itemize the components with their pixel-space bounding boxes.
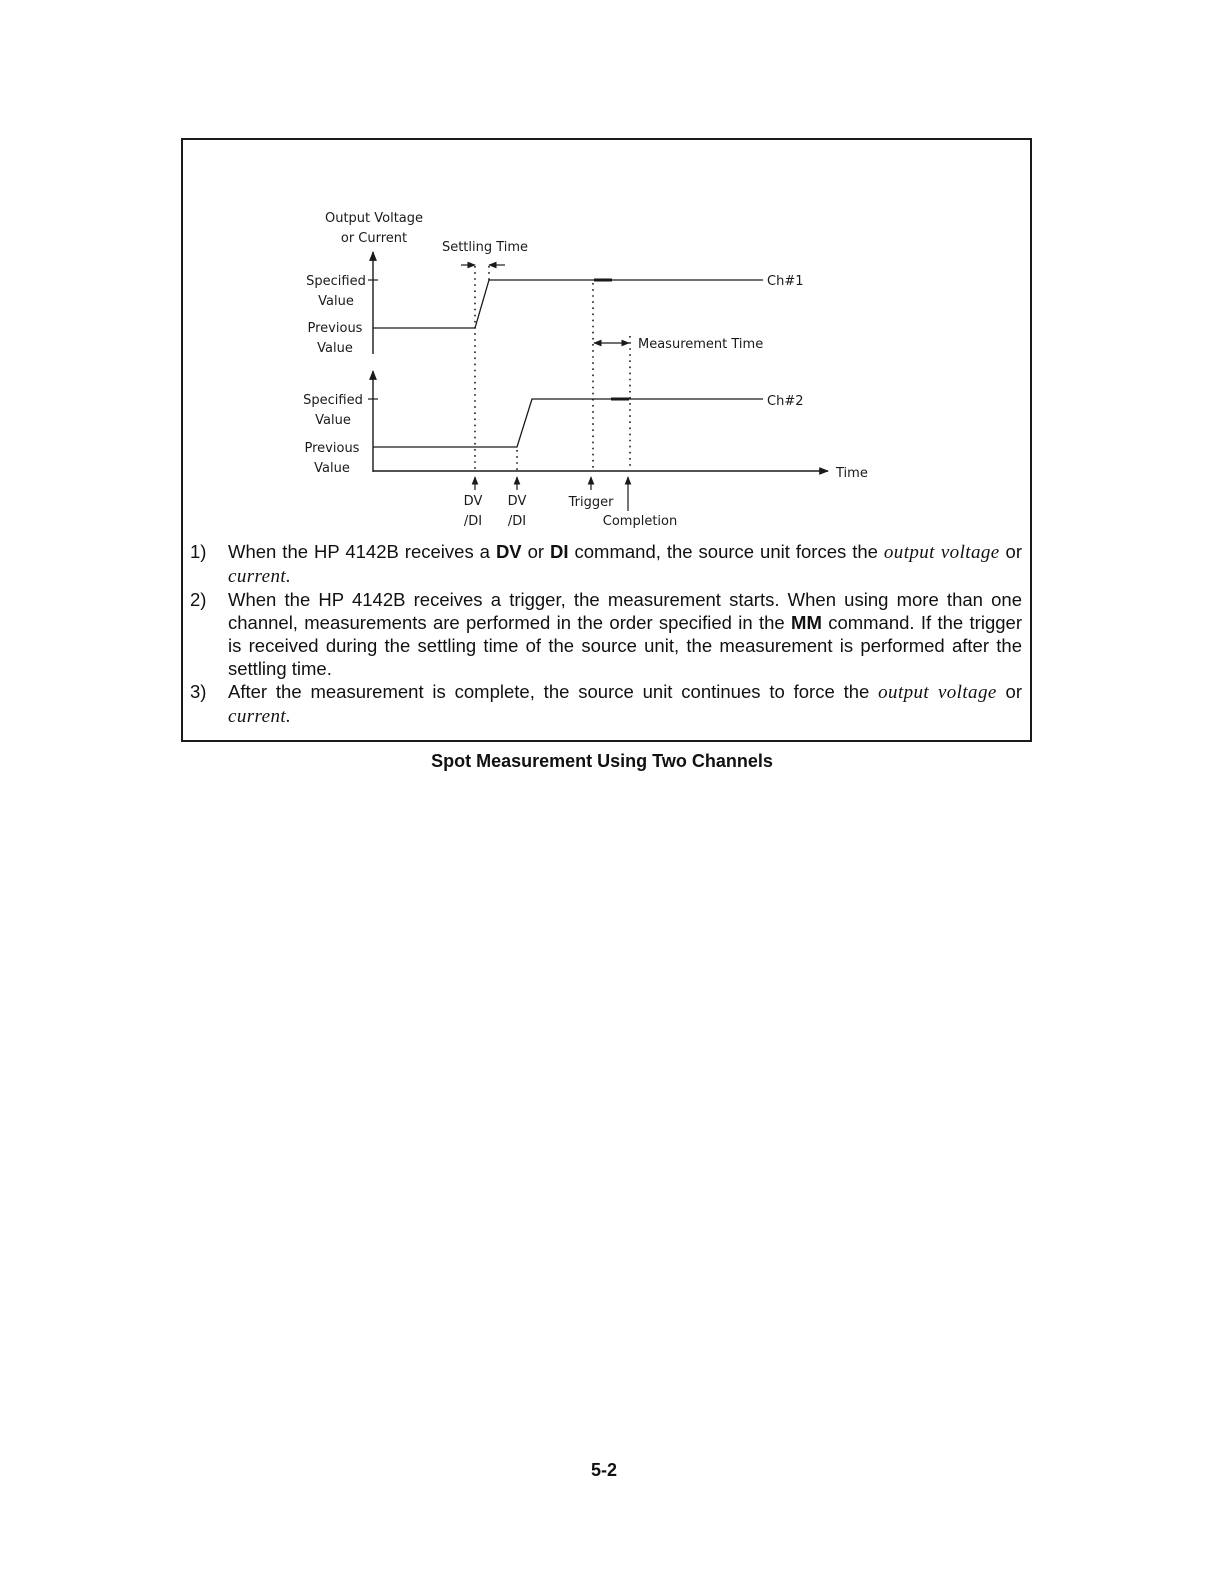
note-1 (190, 540, 1022, 588)
event2-label-line1: DV (507, 494, 527, 509)
italic-term: output voltage (878, 682, 997, 703)
measurement-time-label: Measurement Time (638, 337, 764, 352)
note-text: or (999, 541, 1023, 562)
ch2-previous-label-line2: Value (314, 461, 350, 476)
command-dv: DV (495, 541, 522, 562)
ch1-previous-label-line1: Previous (307, 321, 363, 336)
ch2-specified-label-line1: Specified (303, 393, 363, 408)
note-number: 2) (190, 589, 207, 610)
note-text: or (521, 541, 551, 562)
note-text: When the HP 4142B receives a (228, 541, 496, 562)
ch1-label: Ch#1 (767, 274, 804, 289)
ch2-specified-label-line2: Value (315, 413, 351, 428)
ch1-specified-label-line2: Value (318, 294, 354, 309)
italic-term: current. (228, 566, 292, 587)
event2-label-line2: /DI (507, 514, 527, 529)
italic-term: current. (228, 706, 292, 727)
ch2-label: Ch#2 (767, 394, 804, 409)
y-axis-label-line2: or Current (340, 231, 408, 246)
event1-label-line2: /DI (463, 514, 483, 529)
trigger-label: Trigger (568, 495, 614, 510)
notes-list (190, 540, 1022, 728)
settling-time-label: Settling Time (441, 240, 529, 255)
event1-label-line1: DV (463, 494, 483, 509)
ch2-previous-label-line1: Previous (304, 441, 360, 456)
italic-term: output voltage (883, 542, 1000, 563)
y-axis-label-line1: Output Voltage (324, 211, 424, 226)
completion-label: Completion (602, 514, 678, 529)
note-text: command, the source unit forces the (568, 541, 884, 562)
page-number: 5-2 (590, 1460, 617, 1480)
note-2 (190, 588, 1022, 680)
command-mm: MM (791, 612, 822, 633)
note-text: or (996, 681, 1022, 702)
note-text: When the HP 4142B receives a trigger, the measurement starts. When using more than one channel, measurements are performed in the order specified in the (228, 589, 1022, 633)
timing-diagram (0, 0, 1224, 560)
ch1-specified-label-line1: Specified (306, 274, 366, 289)
note-number: 1) (190, 541, 207, 562)
note-text: command. If the trigger is received during the settling time of the source unit, the measurement is performed after the settling time. (228, 612, 1022, 679)
time-label: Time (836, 466, 868, 481)
note-number: 3) (190, 681, 207, 702)
figure-caption: Spot Measurement Using Two Channels (431, 751, 773, 771)
note-text: After the measurement is complete, the source unit continues to force the (228, 681, 879, 702)
ch1-waveform (373, 280, 763, 328)
ch1-previous-label-line2: Value (317, 341, 353, 356)
command-di: DI (550, 541, 569, 562)
ch2-waveform (373, 399, 763, 447)
note-3 (190, 680, 1022, 728)
